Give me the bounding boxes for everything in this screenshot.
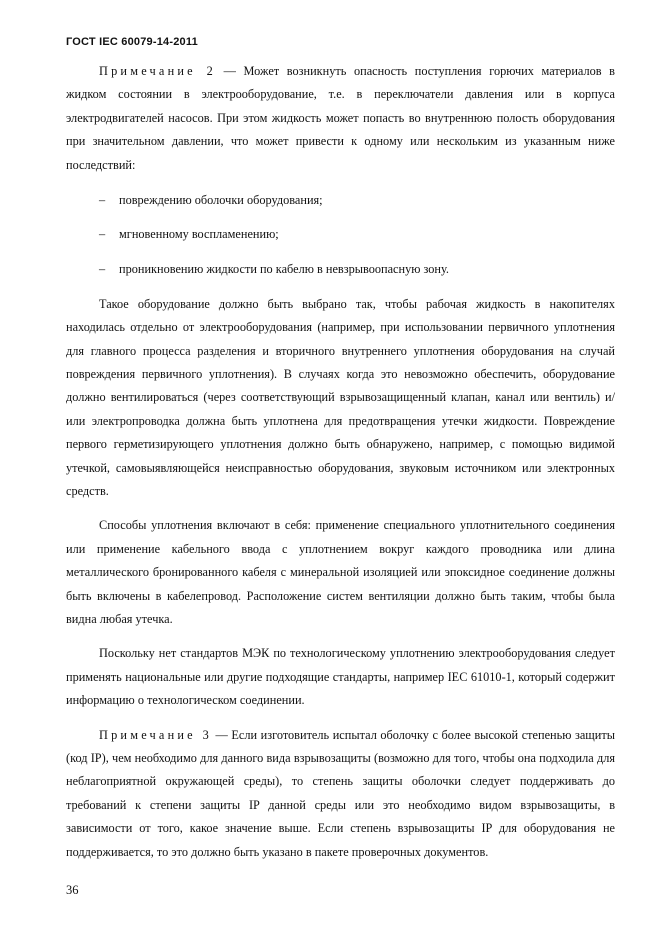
sealing-paragraph: Способы уплотнения включают в себя: применение специального уплотнительного соединения или применение кабельного ввода с уплотнением вокруг каждого проводника или длина металлического бронированного кабеля с минеральной изоляцией или эпоксидное соединение должны быть включены в кабелепровод. Расположение систем вентиляции должно быть таким, чтобы была видна любая утечка.: [66, 518, 615, 627]
list-item: [66, 189, 615, 212]
note-3-dash: —: [215, 727, 228, 742]
note-2-label: Примечание 2: [99, 64, 216, 78]
note-2-dash: —: [223, 64, 236, 78]
list-dash: –: [99, 262, 106, 277]
list-item-text: проникновению жидкости по кабелю в невзрывоопасную зону.: [119, 262, 449, 277]
list-item-text: мгновенному воспламенению;: [119, 227, 279, 242]
list-item-text: повреждению оболочки оборудования;: [119, 192, 323, 207]
equipment-paragraph: Такое оборудование должно быть выбрано так, чтобы рабочая жидкость в накопителях находилась отдельно от электрооборудования (например, при использовании первичного уплотнения для главного процесса разделения и вторичного внутреннего уплотнения оборудования на случай повреждения первичного уплотнения). В случаях когда это невозможно обеспечить, оборудование должно вентилироваться (через соответствующий взрывозащищенный клапан, канал или вентиль) и/или электропроводка должна быть уплотнена для предотвращения утечки жидкости. Повреждение первого герметизирующего уплотнения должно быть обнаружено, например, с помощью видимой утечкой, самовыявляющейся неисправностью оборудования, звуковым источником или электронных средств.: [66, 296, 615, 498]
note-2-paragraph: [66, 60, 615, 177]
page-body: [66, 60, 615, 864]
list-item: [66, 258, 615, 281]
list-item: [66, 223, 615, 246]
note-2-text: Может возникнуть опасность поступления горючих материалов в жидком состоянии в электрооборудование, т.е. в переключатели давления или в корпуса электродвигателей насосов. При этом жидкость может попасть во внутреннюю полость оборудования при значительном давлении, что может привести к одному или нескольким из указанным ниже последствий:: [66, 64, 615, 172]
document-code-header: ГОСТ IEC 60079-14-2011: [66, 36, 198, 48]
page-number: 36: [66, 883, 79, 897]
list-dash: –: [99, 192, 106, 207]
note-3-paragraph: [66, 724, 615, 864]
note-3-text: Если изготовитель испытал оболочку с более высокой степенью защиты (код IP), чем необходимо для данного вида взрывозащиты (возможно для того, чтобы она подходила для неблагоприятной окружающей среды), то степень защиты оболочки следует поддерживать до требований к степени защиты IP данной среды или это необходимо видом взрывозащиты, в зависимости от того, какое значение выше. Если степень взрывозащиты IP для оборудования не поддерживается, то это должно быть указано в пакете проверочных документов.: [66, 727, 615, 859]
list-dash: –: [99, 227, 106, 242]
standards-paragraph: Поскольку нет стандартов МЭК по технологическому уплотнению электрооборудования следует применять национальные или другие подходящие стандарты, например IEC 61010-1, который содержит информацию о технологическом соединении.: [66, 646, 615, 708]
note-3-label: Примечание 3: [99, 727, 212, 742]
